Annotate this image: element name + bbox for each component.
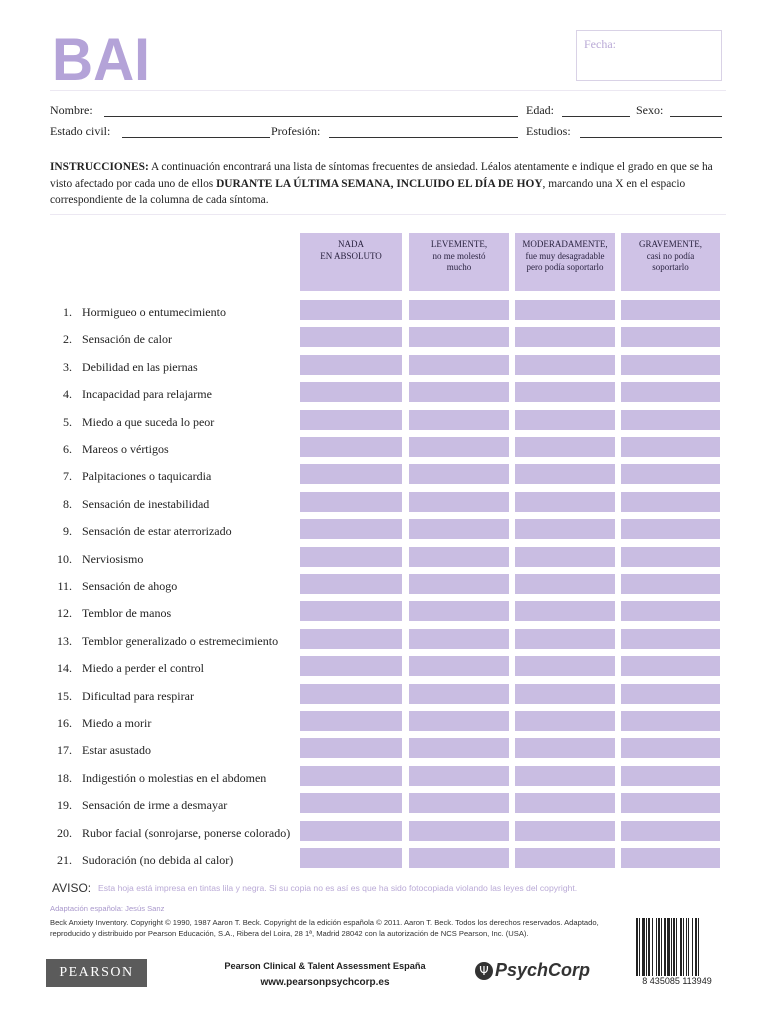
- instructions-part2: , marcando una X en el espacio correspondiente de la columna de cada síntoma.: [50, 177, 686, 206]
- sexo-field[interactable]: [670, 116, 722, 117]
- answer-cell-levemente[interactable]: [409, 821, 509, 841]
- item-label: Nerviosismo: [82, 551, 144, 566]
- answer-cell-gravemente[interactable]: [621, 547, 720, 567]
- answer-cell-gravemente[interactable]: [621, 766, 720, 786]
- answer-cell-nada[interactable]: [300, 766, 402, 786]
- answer-cell-gravemente[interactable]: [621, 410, 720, 430]
- answer-cell-nada[interactable]: [300, 574, 402, 594]
- barcode-bar: [686, 918, 687, 976]
- answer-cell-nada[interactable]: [300, 300, 402, 320]
- barcode-bar: [652, 918, 653, 976]
- answer-cell-levemente[interactable]: [409, 656, 509, 676]
- barcode-bar: [658, 918, 660, 976]
- answer-cell-levemente[interactable]: [409, 574, 509, 594]
- answer-cell-levemente[interactable]: [409, 547, 509, 567]
- answer-cell-nada[interactable]: [300, 410, 402, 430]
- answer-cell-gravemente[interactable]: [621, 355, 720, 375]
- answer-cell-nada[interactable]: [300, 656, 402, 676]
- item-label: Indigestión o molestias en el abdomen: [82, 770, 267, 785]
- barcode-bar: [667, 918, 670, 976]
- estudios-label: Estudios:: [526, 124, 571, 138]
- answer-cell-levemente[interactable]: [409, 629, 509, 649]
- instructions-emphasis: DURANTE LA ÚLTIMA SEMANA, INCLUIDO EL DÍA DE HOY: [216, 177, 543, 190]
- psi-icon: Ψ: [475, 962, 493, 980]
- item-label: Mareos o vértigos: [82, 442, 169, 456]
- answer-cell-gravemente[interactable]: [621, 519, 720, 539]
- answer-cell-levemente[interactable]: [409, 766, 509, 786]
- logo-text: BAI: [52, 30, 150, 84]
- pearson-clinical-text: Pearson Clinical & Talent Assessment España: [224, 961, 426, 971]
- answer-cell-gravemente[interactable]: [621, 711, 720, 731]
- item-number: 17.: [57, 743, 72, 758]
- column-header-gravemente: [621, 233, 720, 291]
- item-number: 12.: [57, 606, 72, 621]
- answer-cell-levemente[interactable]: [409, 355, 509, 375]
- answer-cell-gravemente[interactable]: [621, 382, 720, 402]
- answer-cell-moderadamente[interactable]: [515, 793, 615, 813]
- answer-cell-gravemente[interactable]: [621, 601, 720, 621]
- item-number: 2.: [63, 332, 72, 347]
- item-label: Hormigueo o entumecimiento: [82, 305, 226, 319]
- barcode-bar: [676, 918, 677, 976]
- answer-cell-gravemente[interactable]: [621, 464, 720, 484]
- item-number: 7.: [63, 469, 72, 484]
- answer-cell-nada[interactable]: [300, 629, 402, 649]
- barcode-bar: [636, 918, 638, 976]
- adaptation-credit: Adaptación española: Jesús Sanz: [50, 904, 165, 913]
- answer-cell-moderadamente[interactable]: [515, 327, 615, 347]
- barcode-bar: [656, 918, 657, 976]
- answer-cell-levemente[interactable]: [409, 410, 509, 430]
- barcode-bar: [648, 918, 650, 976]
- item-label: Estar asustado: [82, 743, 151, 758]
- barcode-bar: [646, 918, 647, 976]
- answer-cell-gravemente[interactable]: [621, 629, 720, 649]
- answer-cell-moderadamente[interactable]: [515, 821, 615, 841]
- answer-cell-gravemente[interactable]: [621, 848, 720, 868]
- answer-cell-gravemente[interactable]: [621, 738, 720, 758]
- estado-civil-field[interactable]: [122, 137, 270, 138]
- answer-cell-gravemente[interactable]: [621, 300, 720, 320]
- answer-cell-levemente[interactable]: [409, 437, 509, 457]
- answer-cell-levemente[interactable]: [409, 464, 509, 484]
- item-number: 4.: [63, 387, 72, 402]
- column-header-line: LEVEMENTE,: [430, 239, 488, 249]
- answer-cell-moderadamente[interactable]: [515, 519, 615, 539]
- item-number: 20.: [57, 825, 72, 840]
- item-label: Incapacidad para relajarme: [82, 387, 212, 402]
- answer-cell-levemente[interactable]: [409, 327, 509, 347]
- answer-cell-moderadamente[interactable]: [515, 711, 615, 731]
- barcode-bar: [661, 918, 662, 976]
- answer-cell-nada[interactable]: [300, 738, 402, 758]
- column-header-moderadamente: [515, 233, 615, 291]
- answer-cell-levemente[interactable]: [409, 601, 509, 621]
- barcode-bar: [680, 918, 682, 976]
- column-header-line: casi no podía: [646, 250, 695, 261]
- answer-cell-nada[interactable]: [300, 382, 402, 402]
- answer-cell-moderadamente[interactable]: [515, 492, 615, 512]
- answer-cell-nada[interactable]: [300, 848, 402, 868]
- instructions-label: INSTRUCCIONES:: [50, 161, 149, 173]
- item-number: 11.: [57, 579, 72, 593]
- answer-cell-nada[interactable]: [300, 519, 402, 539]
- item-number: 13.: [57, 633, 72, 648]
- answer-cell-levemente[interactable]: [409, 793, 509, 813]
- answer-cell-nada[interactable]: [300, 464, 402, 484]
- column-header-line: NADA: [338, 239, 364, 249]
- estado-civil-label: Estado civil:: [50, 124, 111, 138]
- answer-cell-gravemente[interactable]: [621, 656, 720, 676]
- barcode-bar: [642, 918, 645, 976]
- barcode-number: 8 435085 113949: [642, 976, 712, 986]
- answer-cell-nada[interactable]: [300, 437, 402, 457]
- answer-cell-moderadamente[interactable]: [515, 601, 615, 621]
- sexo-label: Sexo:: [636, 103, 664, 117]
- column-header-nada: [300, 233, 402, 291]
- item-label: Sensación de ahogo: [82, 579, 178, 593]
- answer-cell-moderadamente[interactable]: [515, 738, 615, 758]
- column-header-levemente: [409, 233, 509, 291]
- item-number: 16.: [57, 716, 72, 730]
- answer-cell-levemente[interactable]: [409, 848, 509, 868]
- copyright-text: Beck Anxiety Inventory. Copyright © 1990, 1987 Aaron T. Beck. Copyright de la edición española © 2011. Aaron T. Beck. Todos los derechos reservados. Adaptado, reproducido y distribuido por Pearson Educación, S.A., Ribera del Loira, 28 1ª, Madrid 28042 con la autorización de NCS Pearson, Inc. (USA).: [50, 918, 599, 938]
- profesion-label: Profesión:: [271, 124, 321, 138]
- item-label: Sudoración (no debida al calor): [82, 853, 234, 867]
- column-header-line: MODERADAMENTE,: [522, 239, 608, 249]
- answer-cell-moderadamente[interactable]: [515, 382, 615, 402]
- answer-cell-levemente[interactable]: [409, 684, 509, 704]
- item-label: Palpitaciones o taquicardia: [82, 469, 212, 484]
- answer-cell-nada[interactable]: [300, 601, 402, 621]
- aviso-label: AVISO:: [52, 881, 92, 895]
- answer-cell-moderadamente[interactable]: [515, 684, 615, 704]
- item-number: 14.: [57, 661, 72, 676]
- answer-cell-moderadamente[interactable]: [515, 437, 615, 457]
- answer-cell-levemente[interactable]: [409, 711, 509, 731]
- barcode-bar: [692, 918, 693, 976]
- item-number: 15.: [57, 688, 72, 703]
- edad-label: Edad:: [526, 103, 554, 117]
- barcode-bar: [695, 918, 697, 976]
- answer-cell-levemente[interactable]: [409, 382, 509, 402]
- item-number: 1.: [63, 305, 72, 319]
- column-header-line: GRAVEMENTE,: [638, 239, 703, 249]
- barcode-bar: [673, 918, 675, 976]
- answer-cell-gravemente[interactable]: [621, 437, 720, 457]
- instructions: [50, 159, 726, 209]
- barcode-bar: [671, 918, 672, 976]
- item-label: Debilidad en las piernas: [82, 359, 198, 374]
- item-number: 8.: [63, 496, 72, 511]
- barcode-bar: [664, 918, 666, 976]
- item-label: Sensación de calor: [82, 332, 172, 347]
- answer-cell-gravemente[interactable]: [621, 821, 720, 841]
- psychcorp-logo: PsychCorp: [495, 960, 591, 980]
- answer-cell-moderadamente[interactable]: [515, 629, 615, 649]
- item-number: 21.: [57, 853, 72, 867]
- answer-cell-nada[interactable]: [300, 793, 402, 813]
- item-label: Temblor generalizado o estremecimiento: [82, 633, 279, 648]
- answer-cell-nada[interactable]: [300, 711, 402, 731]
- item-number: 18.: [57, 770, 72, 785]
- answer-cell-nada[interactable]: [300, 684, 402, 704]
- answer-cell-levemente[interactable]: [409, 519, 509, 539]
- nombre-label: Nombre:: [50, 103, 93, 117]
- item-label: Rubor facial (sonrojarse, ponerse colorado): [82, 825, 291, 840]
- answer-cell-levemente[interactable]: [409, 492, 509, 512]
- column-header-line: EN ABSOLUTO: [320, 250, 382, 261]
- answer-cell-moderadamente[interactable]: [515, 355, 615, 375]
- answer-cell-moderadamente[interactable]: [515, 574, 615, 594]
- estudios-field[interactable]: [580, 137, 722, 138]
- answer-cell-moderadamente[interactable]: [515, 848, 615, 868]
- item-number: 6.: [63, 442, 72, 456]
- item-label: Sensación de estar aterrorizado: [82, 524, 232, 539]
- answer-cell-nada[interactable]: [300, 327, 402, 347]
- item-label: Miedo a perder el control: [82, 661, 204, 676]
- answer-cell-moderadamente[interactable]: [515, 464, 615, 484]
- barcode-icon: [636, 918, 722, 976]
- header-divider: [50, 90, 726, 91]
- answer-cell-moderadamente[interactable]: [515, 410, 615, 430]
- answer-cell-gravemente[interactable]: [621, 793, 720, 813]
- answer-cell-moderadamente[interactable]: [515, 766, 615, 786]
- item-label: Sensación de irme a desmayar: [82, 798, 228, 813]
- item-number: 10.: [57, 551, 72, 566]
- item-number: 19.: [57, 798, 72, 813]
- column-header-line: no me molestó: [432, 250, 486, 261]
- answer-cell-gravemente[interactable]: [621, 492, 720, 512]
- pearson-logo: PEARSON: [46, 959, 147, 987]
- answer-cell-levemente[interactable]: [409, 300, 509, 320]
- column-header-line: fue muy desagradable: [525, 250, 605, 261]
- bai-logo: [52, 30, 152, 84]
- item-label: Dificultad para respirar: [82, 688, 194, 703]
- barcode-bar: [688, 918, 689, 976]
- instructions-divider: [50, 214, 726, 215]
- barcode-bar: [698, 918, 699, 976]
- item-number: 3.: [63, 359, 72, 374]
- instructions-part1: A continuación encontrará una lista de síntomas frecuentes de ansiedad. Léalos atentamente e indique el grado en que se ha visto afectado por cada uno de ellos: [50, 161, 713, 190]
- website-url[interactable]: www.pearsonpsychcorp.es: [260, 977, 390, 988]
- fecha-label: Fecha:: [584, 37, 616, 51]
- answer-cell-gravemente[interactable]: [621, 684, 720, 704]
- column-header-line: pero podía soportarlo: [526, 262, 604, 272]
- answer-cell-nada[interactable]: [300, 355, 402, 375]
- item-number: 9.: [63, 524, 72, 539]
- item-number: 5.: [63, 414, 72, 429]
- answer-cell-nada[interactable]: [300, 492, 402, 512]
- answer-cell-gravemente[interactable]: [621, 327, 720, 347]
- edad-field[interactable]: [562, 116, 630, 117]
- answer-cell-moderadamente[interactable]: [515, 300, 615, 320]
- barcode-bar: [683, 918, 684, 976]
- answer-cell-nada[interactable]: [300, 547, 402, 567]
- aviso-text: Esta hoja está impresa en tintas lila y negra. Si su copia no es así es que ha sido fotocopiada violando las leyes del copyright.: [98, 883, 578, 893]
- answer-cell-moderadamente[interactable]: [515, 656, 615, 676]
- answer-cell-gravemente[interactable]: [621, 574, 720, 594]
- item-label: Miedo a que suceda lo peor: [82, 414, 215, 429]
- column-header-line: mucho: [446, 262, 472, 272]
- nombre-field[interactable]: [104, 116, 518, 117]
- answer-cell-levemente[interactable]: [409, 738, 509, 758]
- item-label: Miedo a morir: [82, 716, 152, 730]
- item-label: Temblor de manos: [82, 606, 172, 621]
- column-header-line: soportarlo: [652, 262, 689, 272]
- profesion-field[interactable]: [329, 137, 518, 138]
- answer-cell-moderadamente[interactable]: [515, 547, 615, 567]
- barcode-bar: [639, 918, 640, 976]
- item-label: Sensación de inestabilidad: [82, 496, 210, 511]
- answer-cell-nada[interactable]: [300, 821, 402, 841]
